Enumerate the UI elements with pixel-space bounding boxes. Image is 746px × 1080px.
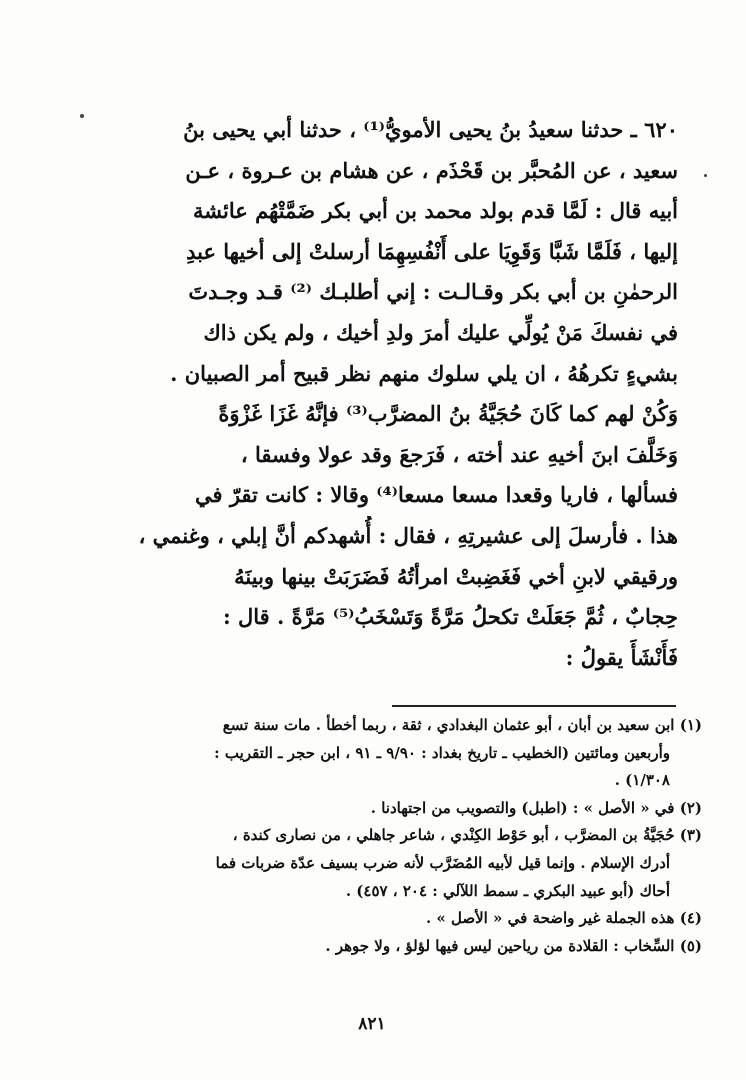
footnote-4: [54, 905, 702, 933]
footnote-2: [54, 795, 702, 823]
main-text-line: ورقيقي لابنِ أخي فَغَضِبتْ امرأتُهُ فَضَرَبَتْ بينها وبينَهُ: [234, 563, 678, 589]
footnote-text: ابن سعيد بن أبان ، أبو عثمان البغدادي ، ثقة ، ربما أخطأ . مات سنة تسع: [222, 716, 675, 734]
footnote-number: (٤): [679, 909, 702, 928]
main-text-line: وَكُنْ لهم كما كَانَ حُجَيَّةُ بنُ المضرَّب⁽³⁾ فإنَّهُ غَزَا غَزْوَةً: [218, 401, 678, 427]
main-text-line: الرحمٰنِ بن أبي بكر وقـالـت : إني أطلبـك ⁽²⁾ قـد وجـدتَ: [188, 279, 678, 305]
footnote-line: ١/٣٠٨) .: [614, 771, 670, 790]
footnote-line: وأربعين ومائتين (الخطيب ـ تاريخ بغداد : ٩/٩٠ ـ ٩١ ، ابن حجر ـ التقريب :: [214, 743, 670, 762]
page-number: ٨٢١: [358, 1014, 386, 1034]
footnote-separator: [392, 705, 676, 707]
footnote-text: هذه الجملة غير واضحة في « الأصل » .: [425, 909, 675, 928]
paper-speck: [704, 174, 707, 177]
footnote-3: [54, 822, 702, 905]
main-text-line: هذا . فأرسلَ إلى عشيرتِهِ ، فقال : أُشهدكم أنَّ إبلي ، وغنمي ،: [138, 522, 678, 548]
footnotes-block: [54, 712, 702, 960]
footnote-text: حُجَيَّةُ بن المضرَّب ، أبو حَوْط الكِنْدي ، شاعر جاهلي ، من نصارى كندة ،: [232, 826, 675, 845]
main-text-line: في نفسكَ مَنْ يُولِّي عليك أمرَ ولدِ أخيك ، ولم يكن ذاك: [203, 319, 678, 345]
footnote-line: [54, 905, 702, 933]
footnote-line: أدرك الإسلام . وإنما قيل لأبيه المُضَرَّب لأنه ضرب بسيف عدّة ضربات فما: [215, 853, 670, 872]
main-text-line: فسألها ، فاريا وقعدا مسعا مسعا⁽⁴⁾ وقالا : كانت تقرّ في: [194, 482, 678, 508]
main-text-line: وَخَلَّفَ ابنَ أخيهِ عند أخته ، فَرَجعَ وقد عولا وفسقا ،: [240, 441, 678, 467]
main-text-line: حِجابٌ ، ثُمَّ جَعَلَتْ تكحلُ مَرَّةً وَتَسْخَبُ⁽⁵⁾ مَرَّةً . قال :: [222, 604, 678, 630]
footnote-number: (٣): [679, 826, 702, 845]
footnote-line: [54, 795, 702, 823]
main-text-block: [68, 110, 678, 678]
footnote-number: (٥): [679, 936, 702, 955]
footnote-number: (٢): [679, 798, 702, 817]
footnote-number: (١): [679, 716, 702, 734]
main-text-line: إليها ، فَلَمَّا شَبَّا وَقَوِيَا على أَنْفُسِهِمَا أرسلتْ إلى أخيها عبدِ: [186, 238, 678, 264]
main-text-line: ٦٢٠ ـ حدثنا سعيدُ بنُ يحيى الأمويُّ⁽¹⁾ ، حدثنا أبي يحيى بنُ: [183, 117, 678, 142]
footnote-line: [54, 822, 702, 850]
main-text-line: سعيد ، عن المُحبَّر بن قَحْذَم ، عن هشام بن عـروة ، عـن: [185, 157, 678, 183]
footnote-text: السِّخاب : القلادة من رياحين ليس فيها لؤلؤ ، ولا جوهر .: [325, 936, 675, 955]
footnote-5: [54, 933, 702, 961]
main-text-line: فَأَنْشَأَ يقولُ :: [565, 644, 678, 670]
footnote-1: [54, 712, 702, 795]
footnote-line: [54, 712, 702, 740]
footnote-line: أحاك (أبو عبيد البكري ـ سمط اللآلي : ٢٠٤ ، ٤٥٧) .: [345, 881, 670, 900]
main-text-line: أبيه قال : لَمَّا قدم بولد محمد بن أبي بكر ضَمَّتْهُم عائشة: [193, 198, 678, 224]
footnote-line: [54, 933, 702, 961]
footnote-text: في « الأصل » : (اطبل) والتصويب من اجتهادنا .: [370, 798, 675, 817]
main-text-line: بشيءٍ تكرهُهُ ، ان يلي سلوك منهم نظر قبيح أمر الصبيان .: [170, 360, 678, 386]
